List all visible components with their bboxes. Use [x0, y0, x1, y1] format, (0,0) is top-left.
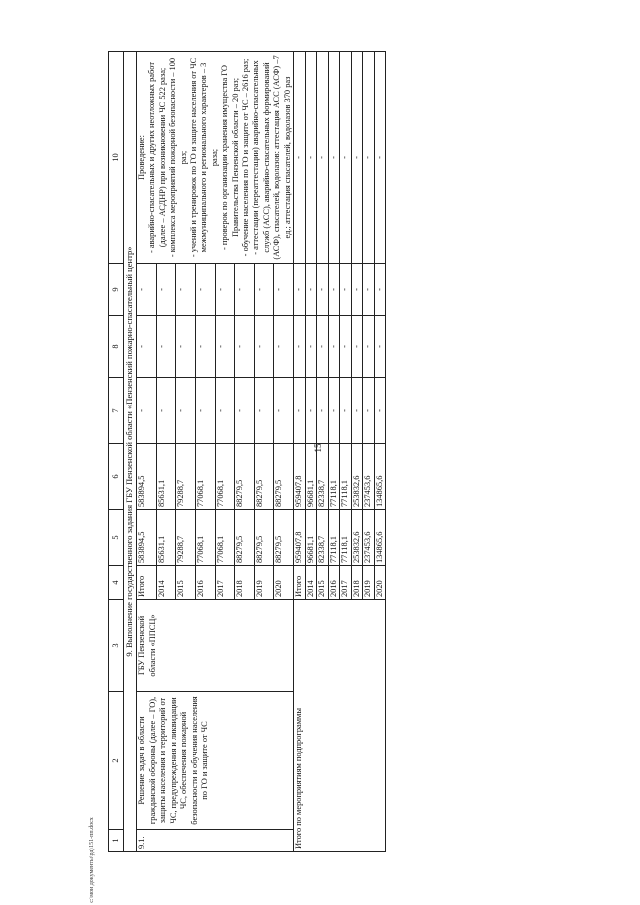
result-line: Проведение: — [137, 135, 146, 180]
amount-federal: - — [156, 378, 176, 444]
year-cell: 2019 — [363, 566, 375, 600]
year-cell: 2018 — [235, 566, 255, 600]
amount-total: 96681,1 — [305, 510, 317, 566]
amount-other: - — [351, 264, 363, 316]
amount-regional: 583894,5 — [137, 444, 157, 510]
amount-total: 88279,5 — [254, 510, 274, 566]
amount-local: - — [195, 316, 215, 378]
result-empty: - — [340, 52, 352, 264]
amount-other: - — [274, 264, 294, 316]
amount-federal: - — [305, 378, 317, 444]
amount-federal: - — [137, 378, 157, 444]
amount-regional: 134865,6 — [374, 444, 386, 510]
amount-total: 79288,7 — [176, 510, 196, 566]
budget-table-sheet — [108, 52, 640, 852]
col-header-3: 3 — [109, 600, 124, 692]
expected-result — [137, 52, 294, 264]
amount-local: - — [340, 316, 352, 378]
year-cell: 2015 — [317, 566, 329, 600]
amount-total: 77068,1 — [215, 510, 235, 566]
col-header-2: 2 — [109, 692, 124, 830]
amount-federal: - — [294, 378, 306, 444]
result-empty: - — [294, 52, 306, 264]
amount-total: 583894,5 — [137, 510, 157, 566]
amount-other: - — [137, 264, 157, 316]
amount-total: 134865,6 — [374, 510, 386, 566]
amount-total: 959407,8 — [294, 510, 306, 566]
amount-local: - — [274, 316, 294, 378]
col-header-4: 4 — [109, 566, 124, 600]
amount-federal: - — [317, 378, 329, 444]
amount-regional: 85631,1 — [156, 444, 176, 510]
amount-federal: - — [340, 378, 352, 444]
executor: ГБУ Пензенской области «ППСЦ» — [137, 600, 294, 692]
result-line: - проверок по организации хранения имущества ГО Правительства Пензенской области – 20 раз; — [220, 65, 240, 250]
amount-local: - — [317, 316, 329, 378]
col-header-10: 10 — [109, 52, 124, 264]
col-header-1: 1 — [109, 830, 124, 852]
amount-local: - — [294, 316, 306, 378]
col-header-7: 7 — [109, 378, 124, 444]
amount-federal: - — [351, 378, 363, 444]
amount-other: - — [176, 264, 196, 316]
year-cell: 2014 — [156, 566, 176, 600]
amount-regional: 959407,8 — [294, 444, 306, 510]
amount-regional: 79288,7 — [176, 444, 196, 510]
amount-other: - — [195, 264, 215, 316]
amount-regional: 237453,6 — [363, 444, 375, 510]
amount-local: - — [254, 316, 274, 378]
col-header-9: 9 — [109, 264, 124, 316]
amount-regional: 88279,5 — [274, 444, 294, 510]
amount-other: - — [374, 264, 386, 316]
amount-regional: 77068,1 — [195, 444, 215, 510]
column-number-row — [109, 52, 124, 852]
amount-total: 77118,1 — [328, 510, 340, 566]
amount-other: - — [215, 264, 235, 316]
year-cell: 2014 — [305, 566, 317, 600]
amount-federal: - — [274, 378, 294, 444]
amount-regional: 77118,1 — [328, 444, 340, 510]
amount-total: 85631,1 — [156, 510, 176, 566]
amount-other: - — [254, 264, 274, 316]
amount-other: - — [363, 264, 375, 316]
amount-local: - — [328, 316, 340, 378]
amount-regional: 77068,1 — [215, 444, 235, 510]
amount-other: - — [328, 264, 340, 316]
amount-regional: 88279,5 — [235, 444, 255, 510]
amount-federal: - — [254, 378, 274, 444]
amount-federal: - — [374, 378, 386, 444]
amount-other: - — [294, 264, 306, 316]
amount-local: - — [156, 316, 176, 378]
year-cell: Итого — [137, 566, 157, 600]
year-cell: 2016 — [328, 566, 340, 600]
page-number: 15 — [313, 443, 323, 453]
result-line: - аттестации (переаттестации) аварийно-спасательных служб (АСС), аварийно-спасательных формирований (АСФ), спасателей, водолазов: аттестация АСС (АСФ) –7 ед.; аттестация спасателей, водолазов 370 раз — [251, 55, 292, 260]
amount-other: - — [340, 264, 352, 316]
section-title-row — [124, 52, 137, 852]
amount-federal: - — [195, 378, 215, 444]
amount-local: - — [363, 316, 375, 378]
result-line: - учений и тренировок по ГО и защите населения от ЧС межмуниципального и регионального характеров – 3 раза; — [189, 57, 219, 258]
year-cell: 2017 — [340, 566, 352, 600]
amount-regional: 82338,7 — [317, 444, 329, 510]
amount-federal: - — [176, 378, 196, 444]
amount-regional: 253832,6 — [351, 444, 363, 510]
amount-other: - — [156, 264, 176, 316]
result-empty: - — [328, 52, 340, 264]
amount-local: - — [351, 316, 363, 378]
year-cell: 2016 — [195, 566, 215, 600]
total-title: Итого по мероприятиям подпрограммы — [294, 600, 386, 852]
result-empty: - — [351, 52, 363, 264]
year-cell: 2020 — [274, 566, 294, 600]
budget-table — [108, 51, 386, 852]
row-number: 9.1. — [137, 830, 294, 852]
amount-total: 77068,1 — [195, 510, 215, 566]
year-cell: 2020 — [374, 566, 386, 600]
amount-local: - — [215, 316, 235, 378]
table-row — [294, 52, 306, 852]
amount-total: 82338,7 — [317, 510, 329, 566]
amount-local: - — [235, 316, 255, 378]
result-line: - аварийно-спасательных и других неотложных работ (далее – АСДНР) при возникновении ЧС 522 раза; — [147, 61, 167, 254]
year-cell: Итого — [294, 566, 306, 600]
amount-other: - — [235, 264, 255, 316]
footer-path: c:\мои документы\рд\151-пп.docx — [89, 817, 95, 903]
table-row — [137, 52, 157, 852]
section-title: 9. Выполнение государственного задания ГБУ Пензенской области «Пензенский пожарно-спасательный центр» — [124, 52, 137, 852]
amount-total: 253832,6 — [351, 510, 363, 566]
col-header-6: 6 — [109, 444, 124, 510]
amount-total: 77118,1 — [340, 510, 352, 566]
activity-title: Решение задач в области гражданской обороны (далее – ГО), защиты населения и территорий от ЧС, предупреждения и ликвидации ЧС, обеспечения пожарной безопасности и обучения населения по ГО и защите от ЧС — [137, 692, 294, 830]
col-header-5: 5 — [109, 510, 124, 566]
amount-regional: 88279,5 — [254, 444, 274, 510]
amount-local: - — [176, 316, 196, 378]
amount-other: - — [305, 264, 317, 316]
year-cell: 2018 — [351, 566, 363, 600]
year-cell: 2015 — [176, 566, 196, 600]
result-empty: - — [374, 52, 386, 264]
amount-local: - — [305, 316, 317, 378]
col-header-8: 8 — [109, 316, 124, 378]
result-empty: - — [317, 52, 329, 264]
amount-federal: - — [328, 378, 340, 444]
amount-total: 88279,5 — [274, 510, 294, 566]
amount-regional: 77118,1 — [340, 444, 352, 510]
amount-federal: - — [215, 378, 235, 444]
amount-other: - — [317, 264, 329, 316]
result-empty: - — [363, 52, 375, 264]
amount-federal: - — [363, 378, 375, 444]
amount-federal: - — [235, 378, 255, 444]
result-empty: - — [305, 52, 317, 264]
amount-total: 237453,6 — [363, 510, 375, 566]
amount-local: - — [374, 316, 386, 378]
year-cell: 2019 — [254, 566, 274, 600]
result-line: - обучение населения по ГО и защите от ЧС – 2616 раз; — [241, 58, 251, 257]
result-line: - комплекса мероприятий пожарной безопасности – 100 раз; — [168, 57, 188, 258]
amount-regional: 96681,1 — [305, 444, 317, 510]
amount-local: - — [137, 316, 157, 378]
year-cell: 2017 — [215, 566, 235, 600]
amount-total: 88279,5 — [235, 510, 255, 566]
